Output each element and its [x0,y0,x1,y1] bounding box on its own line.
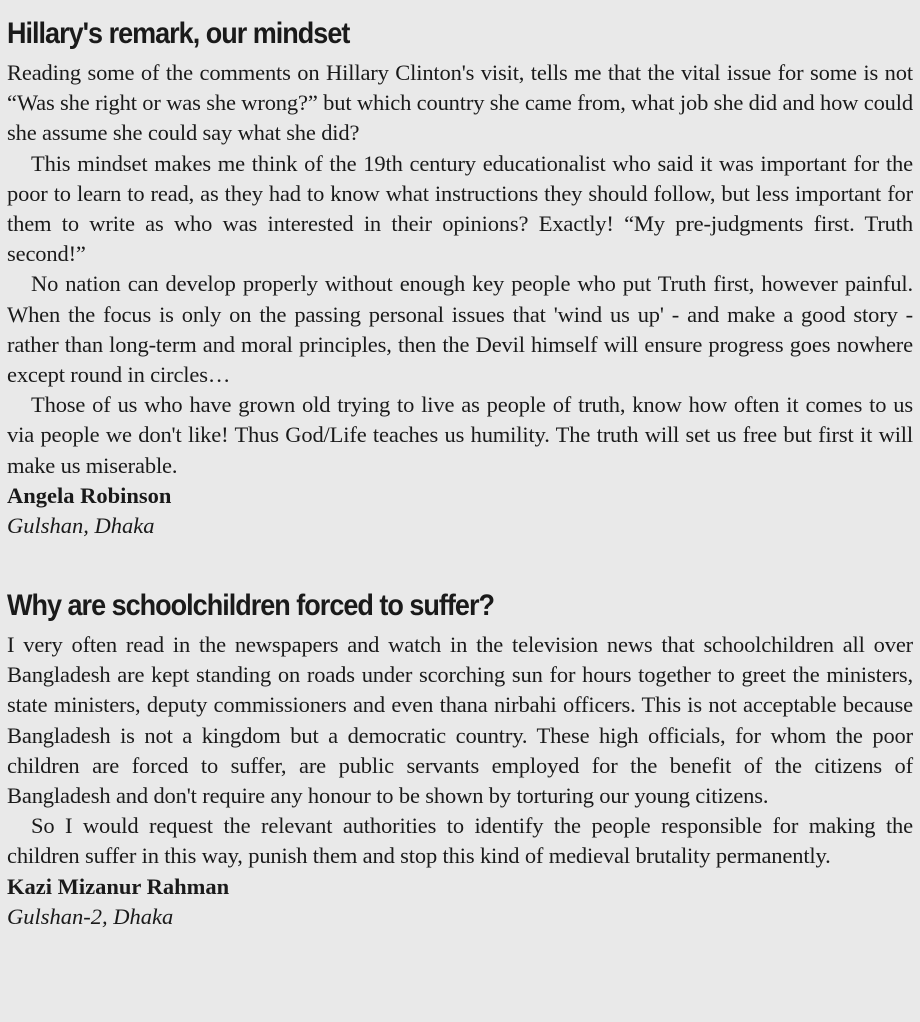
letter-headline: Why are schoolchildren forced to suffer? [7,589,494,622]
letter-paragraph: Reading some of the comments on Hillary Clinton's visit, tells me that the vital issue for some is not “Was she right or was she wrong?” but which country she came from, what job she did and how could she assume she could say what she did? [7,60,913,146]
letter-headline: Hillary's remark, our mindset [7,17,350,50]
letter-location: Gulshan-2, Dhaka [7,903,174,929]
letter-schoolchildren [7,586,913,932]
letter-paragraph: No nation can develop properly without enough key people who put Truth first, however painful. When the focus is only on the passing personal issues that 'wind us up' - and make a good story - rather than long-term and moral principles, then the Devil himself will ensure progress goes nowhere except round in circles… [7,271,913,388]
letter-hillarys-remark [7,14,913,541]
letter-author: Kazi Mizanur Rahman [7,873,230,899]
letter-author: Angela Robinson [7,482,172,508]
letter-paragraph: So I would request the relevant authorities to identify the people responsible for making the children suffer in this way, punish them and stop this kind of medieval brutality permanently. [7,813,913,869]
letter-paragraph: Those of us who have grown old trying to live as people of truth, know how often it comes to us via people we don't like! Thus God/Life teaches us humility. The truth will set us free but first it will make us miserable. [7,392,913,478]
letter-location: Gulshan, Dhaka [7,513,155,539]
letter-paragraph: I very often read in the newspapers and watch in the television news that schoolchildren all over Bangladesh are kept standing on roads under scorching sun for hours together to greet the ministers, state ministers, deputy commissioners and even thana nirbahi officers. This is not acceptable because Bangladesh is not a kingdom but a democratic country. These high officials, for whom the poor children are forced to suffer, are public servants employed for the benefit of the citizens of Bangladesh and don't require any honour to be shown by torturing our young citizens. [7,632,913,809]
letter-paragraph: This mindset makes me think of the 19th century educationalist who said it was important for the poor to learn to read, as they had to know what instructions they should follow, but less important for them to write as who was interested in their opinions? Exactly! “My pre-judgments first. Truth second!” [7,150,913,267]
